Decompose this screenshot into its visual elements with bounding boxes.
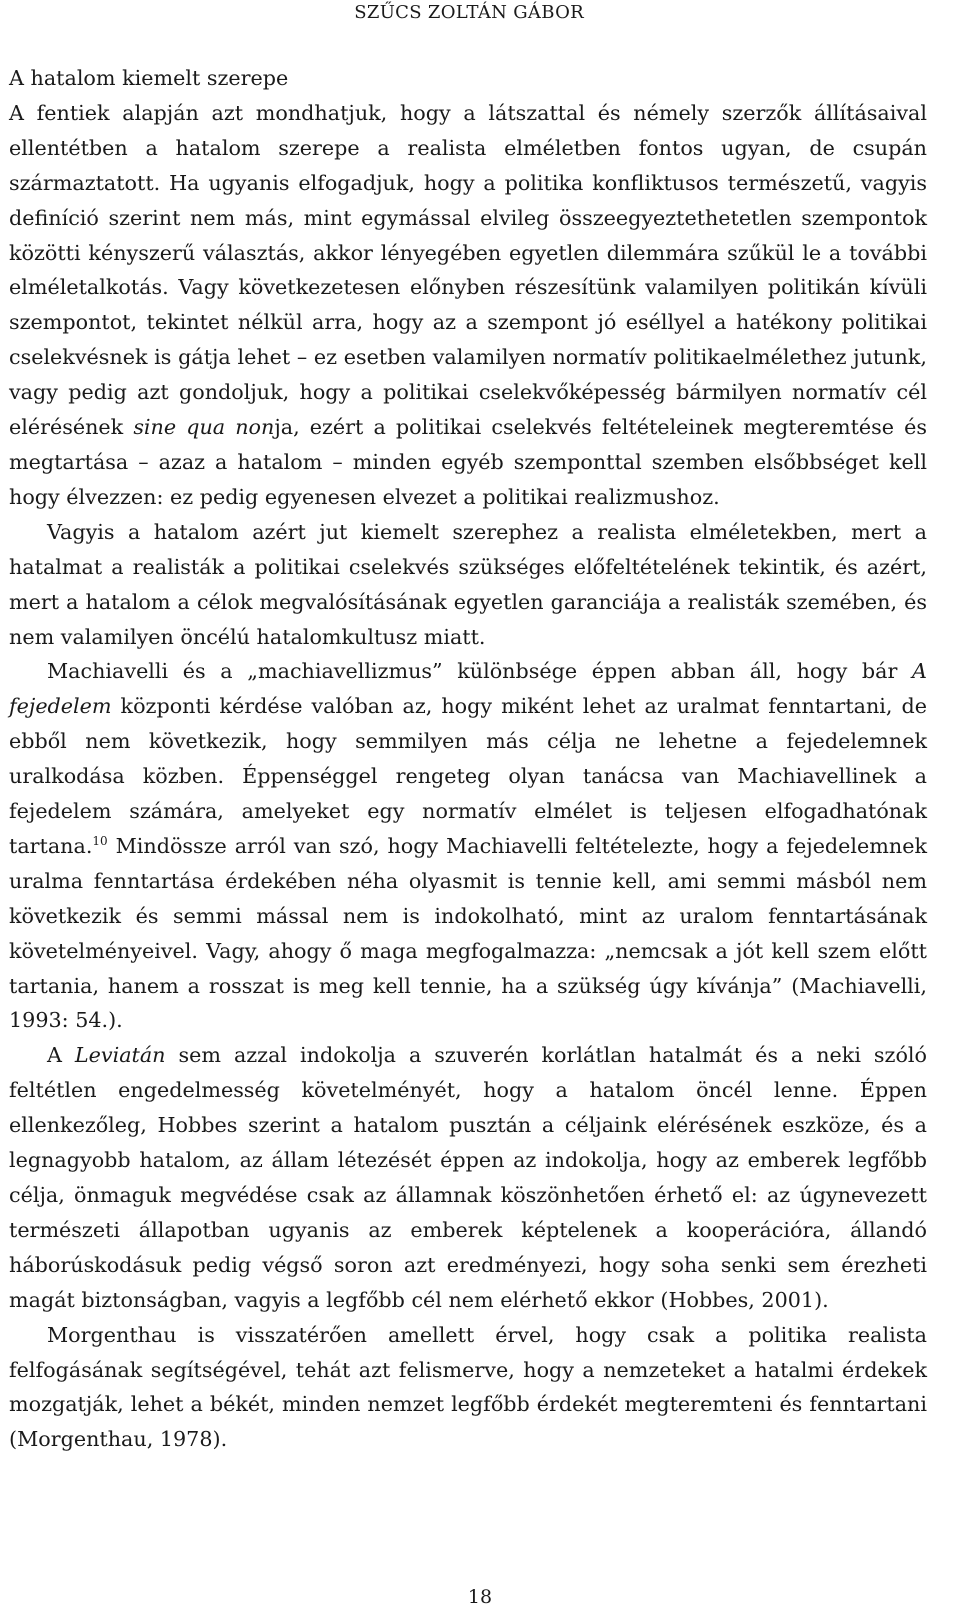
footnote-marker[interactable]: 10 [92,834,108,849]
body-text [9,61,927,1457]
paragraph-2: Vagyis a hatalom azért jut kiemelt szerephez a realista elméletekben, mert a hatalmat a realisták a politikai cselekvés szükséges előfeltételének tekintik, és azért, mert a hatalom a célok megvalósításának egyetlen garanciája a realisták szemében, és nem valamilyen öncélú hatalomkultusz miatt. [9,519,927,649]
paragraph-1 [9,96,927,515]
paragraph-3 [9,654,927,1038]
running-head: SZŰCS ZOLTÁN GÁBOR [354,2,584,23]
paragraph-4-text-b: sem azzal indokolja a szuverén korlátlan hatalmát és a neki szóló feltétlen engedelmesség követelményét, hogy a hatalom öncél lenne. Éppen ellenkezőleg, Hobbes szerint a hatalom pusztán a céljaink elérésének eszköze, és a legnagyobb hatalom, az állam létezését éppen az indokolja, hogy az emberek legfőbb célja, önmaguk megvédése csak az államnak köszönhetően érhető el: az úgynevezett természeti állapotban ugyanis az emberek képtelenek a kooperációra, állandó háborúskodásuk pedig végső soron azt eredményezi, hogy soha senki sem érezheti magát biztonságban, vagyis a legfőbb cél nem elérhető ekkor (Hobbes, 2001). [9,1043,927,1312]
paragraph-1-text-end: ja, ezért a politikai cselekvés feltételeinek megteremtése és megtartása – azaz a hatalom – minden egyéb szemponttal szemben elsőbbséget kell hogy élvezzen: ez pedig egyenesen elvezet a politikai realizmushoz. [9,415,927,509]
latin-phrase: sine qua non [133,415,275,440]
paragraph-4 [9,1038,927,1317]
book-title-leviatan: Leviatán [74,1043,166,1068]
paragraph-3-text-c: Mindössze arról van szó, hogy Machiavelli feltételezte, hogy a fejedelemnek uralma fenntartása érdekében néha olyasmit is tennie kell, ami semmi másból nem következik és semmi mással nem is indokolható, mint az uralom fenntartásának követelményeivel. Vagy, ahogy ő maga megfogalmazza: „nemcsak a jót kell szem előtt tartania, hanem a rosszat is meg kell tennie, ha a szükség úgy kívánja” (Machiavelli, 1993: 54.). [9,833,927,1033]
paragraph-3-text-b: központi kérdése valóban az, hogy miként lehet az uralmat fenntartani, de ebből nem következik, hogy semmilyen más célja ne lehetne a fejedelemnek uralkodása közben. Éppenséggel rengeteg olyan tanácsa van Machiavellinek a fejedelem számára, amelyeket egy normatív elmélet is teljesen elfogadhatónak tartana. [9,694,927,858]
paragraph-1-text: A fentiek alapján azt mondhatjuk, hogy a látszattal és némely szerzők állításaival ellentétben a hatalom szerepe a realista elméletben fontos ugyan, de csupán származtatott. Ha ugyanis elfogadjuk, hogy a politika konfliktusos természetű, vagyis definíció szerint nem más, mint egymással elvileg összeegyeztethetetlen szempontok közötti kényszerű választás, akkor lényegében egyetlen dilemmára szűkül le a további elméletalkotás. Vagy következetesen előnyben részesítünk valamilyen politikán kívüli szempontot, tekintet nélkül arra, hogy az a szempont jó eséllyel a hatékony politikai cselekvésnek is gátja lehet – ez esetben valamilyen normatív politikaelmélethez jutunk, vagy pedig azt gondoljuk, hogy a politikai cselekvőképesség bármilyen normatív cél elérésének [9,100,927,440]
paragraph-4-text-a: A [47,1043,75,1068]
page-number: 18 [467,1586,493,1608]
section-title: A hatalom kiemelt szerepe [9,66,289,90]
book-title-fejedelem: A fejedelem [9,659,927,719]
paragraph-5: Morgenthau is visszatérően amellett érvel, hogy csak a politika realista felfogásának segítségével, tehát azt felismerve, hogy a nemzeteket a hatalmi érdekek mozgatják, lehet a békét, minden nemzet legfőbb érdekét megteremteni és fenntartani (Morgenthau, 1978). [9,1322,927,1452]
paragraph-3-text-a: Machiavelli és a „machiavellizmus” különbsége éppen abban áll, hogy bár [47,659,913,684]
